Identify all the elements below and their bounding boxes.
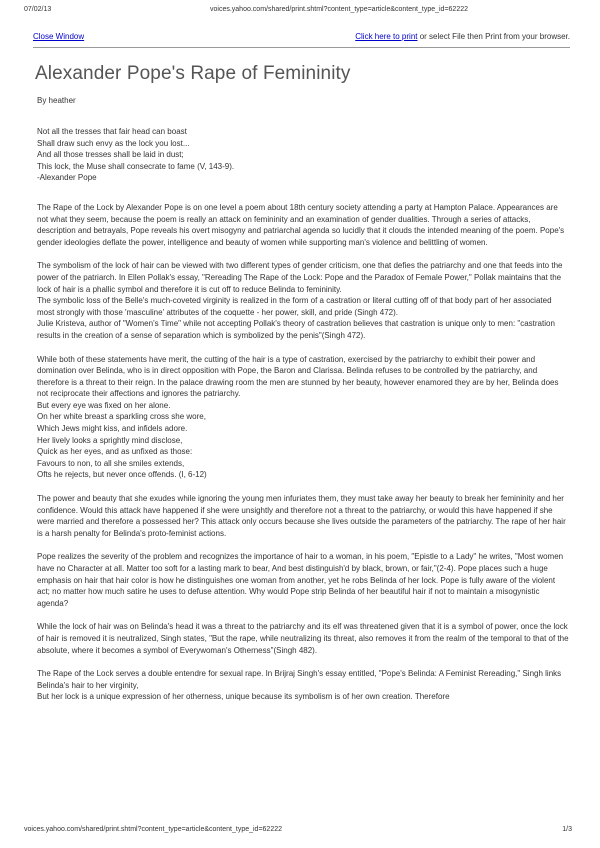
print-header-url: voices.yahoo.com/shared/print.shtml?content_type=article&content_type_id=62222 <box>210 6 468 13</box>
verse-line: Her lively looks a sprightly mind disclose, <box>37 435 183 445</box>
paragraph-castration: While both of these statements have merit, the cutting of the hair is a type of castration, exercised by the patriarchy to exhibit their power and domination over Belinda, who is in direct opposition with Pope, the Baron and Clarissa. Belinda refuses to be controlled by the patriarchy, and therefore is a threat to their reign. In the palace drawing room the men are stunned by her beauty, however enamored they are by her, Belinda does not reciprocate their affections and ignores the patriarchy. <box>37 354 559 399</box>
print-link[interactable]: Click here to print <box>355 32 418 41</box>
epigraph-line: Not all the tresses that fair head can boast <box>37 127 187 136</box>
print-instructions <box>355 32 570 41</box>
verse-line: Which Jews might kiss, and infidels adore. <box>37 424 188 434</box>
verse-line: Ofts he rejects, but never once offends. (I, 6-12) <box>37 470 207 480</box>
verse-line: Quick as her eyes, and as unfixed as those: <box>37 447 193 457</box>
page-number: 1/3 <box>562 826 572 833</box>
verse-line: Favours to non, to all she smiles extends, <box>37 458 185 468</box>
paragraph-quote-pollak: The symbolic loss of the Belle's much-coveted virginity is realized in the form of a castration or literal cutting off of that body part of her associated most strongly with those 'masculine' attributes of the coquette - her power, skill, and pride (Singh 472). <box>37 296 552 317</box>
epigraph-attribution: -Alexander Pope <box>37 173 97 183</box>
paragraph-otherness: But her lock is a unique expression of her otherness, unique because its symbolism is of her own creation. Therefore <box>37 692 450 702</box>
epigraph-line: Shall draw such envy as the lock you lost... <box>37 138 190 148</box>
print-footer-url: voices.yahoo.com/shared/print.shtml?content_type=article&content_type_id=62222 <box>24 826 282 833</box>
epigraph <box>37 126 569 184</box>
paragraph-epistle: Pope realizes the severity of the problem and recognizes the importance of hair to a woman, in his poem, "Epistle to a Lady" he writes, "Most women have no Character at all. Matter too soft for a lasting mark to bear, And best distinguish'd by black, brown, or fair,"(2-4). Pope places such a huge emphasis on hair that hair color is how he distinguishes one woman from another, yet he robs Belinda of her lock. Pope is fully aware of the violent act; no matter how much satire he uses to defuse attention. Why would Pope strip Belinda of her beautiful hair if not to maintain a misogynistic agenda? <box>37 552 564 608</box>
verse-quote <box>37 400 569 481</box>
header-divider <box>33 47 570 48</box>
print-instructions-text: or select File then Print from your browser. <box>417 32 570 41</box>
print-toolbar <box>33 32 570 46</box>
verse-line: On her white breast a sparkling cross she wore, <box>37 412 206 422</box>
article-byline: By heather <box>37 96 76 105</box>
paragraph-intro: The Rape of the Lock by Alexander Pope is on one level a poem about 18th century society attending a party at Hampton Palace. Appearances are not what they seem, because the poem is really an attack on femininity and an examination of gender dualities. Through a series of attacks, description and betrayals, Pope reveals his overt misogyny and patriarchal agenda so lucidly that it clouds the intended meaning of the poem. Pope's gender ideologies deflate the power, intelligence and beauty of women while supporting man's violence and belittling of women. <box>37 202 565 247</box>
verse-line: But every eye was fixed on her alone. <box>37 400 171 410</box>
article-body <box>37 126 569 703</box>
epigraph-line: This lock, the Muse shall consecrate to fame (V, 143-9). <box>37 161 235 171</box>
close-window-link[interactable]: Close Window <box>33 32 85 41</box>
epigraph-line: And all those tresses shall be laid in dust; <box>37 150 184 160</box>
paragraph-group-criticism <box>37 260 569 341</box>
article-title: Alexander Pope's Rape of Femininity <box>35 63 351 84</box>
paragraph-power-beauty: The power and beauty that she exudes while ignoring the young men infuriates them, they must take away her beauty to break her femininity and her confidence. Would this attack have happened if she were unsightly and therefore not a threat to the patriarchy, or would this have happened if she were married and therefore a possessed her? This attack only occurs because she lives outside the parameters of the patriarchy. The rape of her hair is a harsh penalty for Belinda's proto-feminist actions. <box>37 494 566 538</box>
print-date: 07/02/13 <box>24 6 52 13</box>
paragraph-symbolism: The symbolism of the lock of hair can be viewed with two different types of gender criticism, one that defies the patriarchy and one that feeds into the power of the patriarch. In Ellen Pollak's essay, "Rereading The Rape of the Lock: Pope and the Paradox of Female Power," Pollak maintains that the lock of hair is a phallic symbol and therefore it is cut off to reduce Belinda to femininity. <box>37 261 563 294</box>
paragraph-double-entendre: The Rape of the Lock serves a double entendre for sexual rape. In Brijraj Singh's essay entitled, "Pope's Belinda: A Feminist Rereading," Singh links Belinda's hair to her virginity, <box>37 669 562 690</box>
paragraph-neutralized: While the lock of hair was on Belinda's head it was a threat to the patriarchy and its elf was threatened given that it is a symbol of power, once the lock of hair is removed it is neutralized, Singh states, "But the rape, while neutralizing its threat, also removes it from the realm of the temporal to that of the absolute, where it becomes a symbol of Everywoman's Otherness"(Singh 482). <box>37 622 569 655</box>
paragraph-kristeva: Julie Kristeva, author of "Women's Time" while not accepting Pollak's theory of castration believes that castration is unique only to men: "castration results in the creation of a sense of separation which is symbolized by the penis"(Singh 472). <box>37 319 555 340</box>
